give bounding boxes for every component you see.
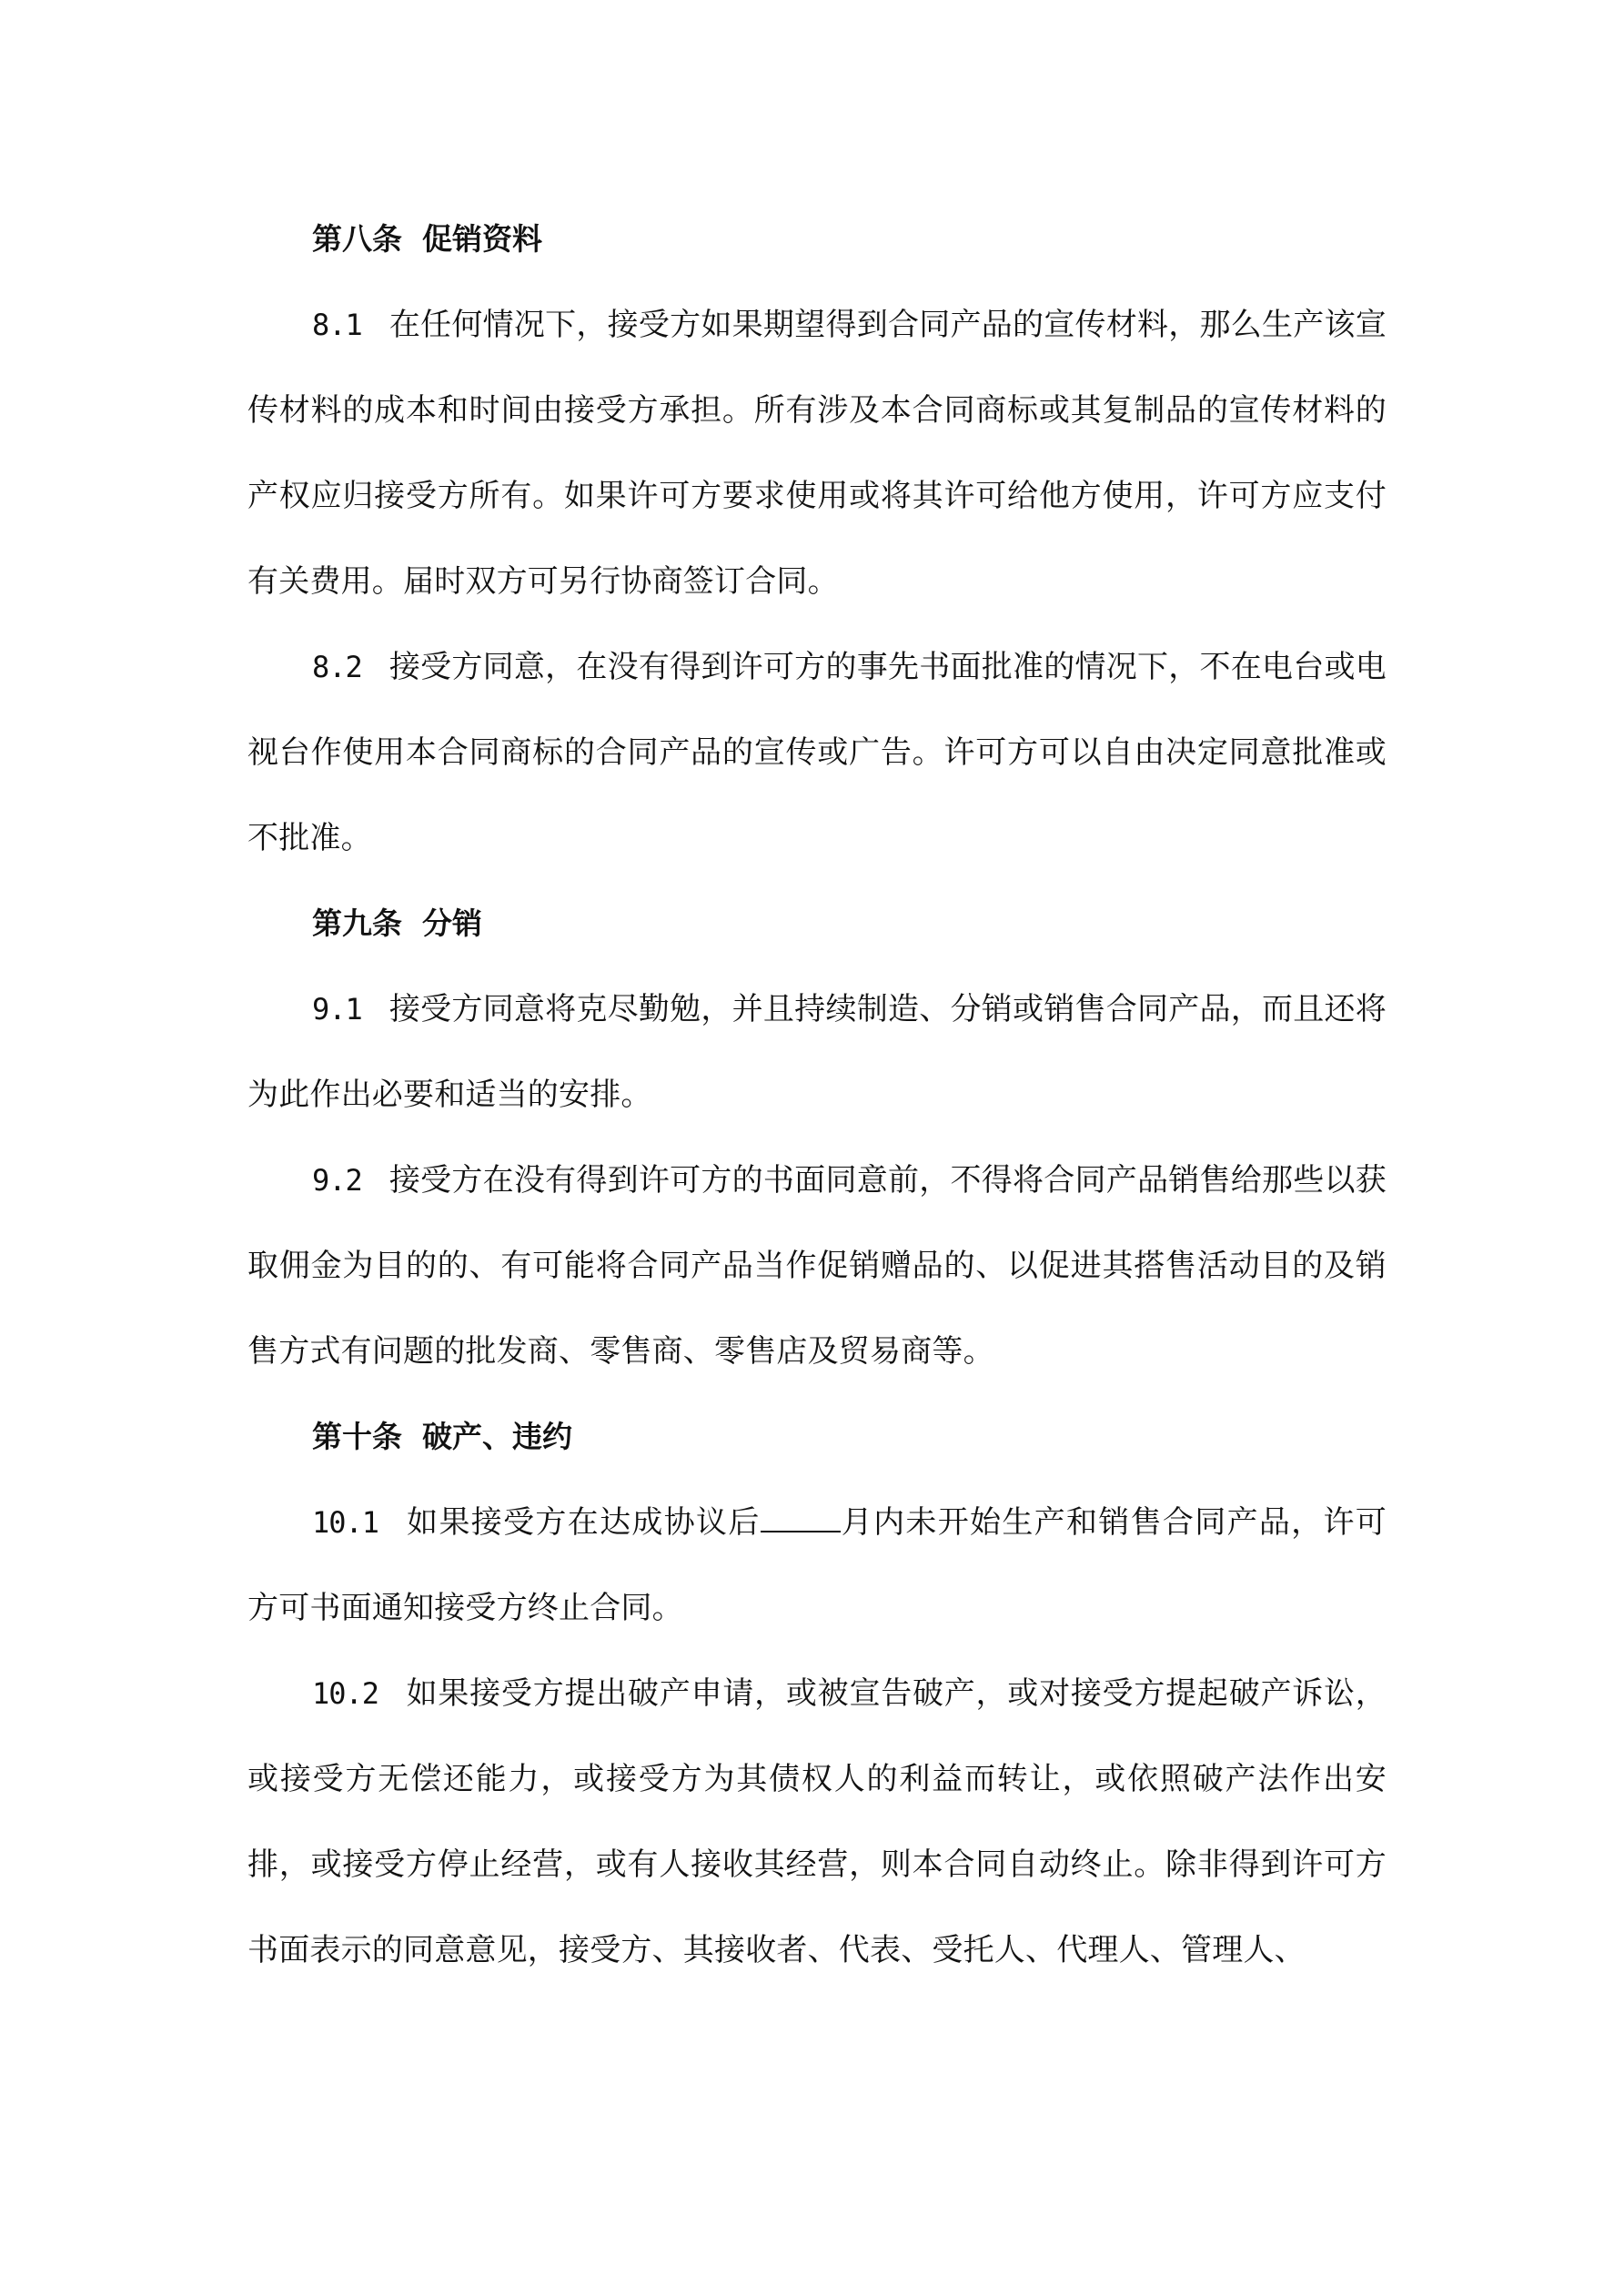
article-8-number: 第八条: [312, 221, 402, 257]
article-10-number: 第十条: [312, 1419, 402, 1454]
clause-9-2: [247, 1138, 1387, 1394]
article-10-title: 破产、违约: [422, 1419, 572, 1454]
clause-10-1-text-after: 月内未开始生产和销售合同产品，许可方可书面通知接受方终止合同。: [247, 1504, 1387, 1626]
clause-9-2-number: 9.2: [312, 1163, 362, 1198]
clause-8-2: [247, 624, 1387, 881]
document-body: [247, 197, 1387, 1993]
article-9-heading: [247, 881, 1387, 966]
clause-8-1: [247, 282, 1387, 624]
clause-10-2-text: 如果接受方提出破产申请，或被宣告破产，或对接受方提起破产诉讼，或接受方无偿还能力，或接受方为其债权人的利益而转让，或依照破产法作出安排，或接受方停止经营，或有人接收其经营，则本合同自动终止。除非得到许可方书面表示的同意意见，接受方、其接收者、代表、受托人、代理人、管理人、: [247, 1675, 1387, 1968]
clause-8-1-number: 8.1: [312, 308, 362, 342]
article-8-heading: [247, 197, 1387, 282]
clause-10-1-number: 10.1: [312, 1505, 379, 1540]
article-9-number: 第九条: [312, 905, 402, 941]
article-10-heading: [247, 1394, 1387, 1480]
fill-in-blank-months: [761, 1503, 841, 1532]
clause-9-1: [247, 966, 1387, 1138]
clause-9-1-text: 接受方同意将克尽勤勉，并且持续制造、分销或销售合同产品，而且还将为此作出必要和适当的安排。: [247, 991, 1387, 1113]
clause-8-2-text: 接受方同意，在没有得到许可方的事先书面批准的情况下，不在电台或电视台作使用本合同商标的合同产品的宣传或广告。许可方可以自由决定同意批准或不批准。: [247, 649, 1387, 856]
clause-8-2-number: 8.2: [312, 650, 362, 684]
article-8-title: 促销资料: [422, 221, 542, 257]
clause-10-2-number: 10.2: [312, 1676, 379, 1711]
clause-8-1-text: 在任何情况下，接受方如果期望得到合同产品的宣传材料，那么生产该宣传材料的成本和时间由接受方承担。所有涉及本合同商标或其复制品的宣传材料的产权应归接受方所有。如果许可方要求使用或将其许可给他方使用，许可方应支付有关费用。届时双方可另行协商签订合同。: [247, 307, 1387, 600]
clause-9-1-number: 9.1: [312, 992, 362, 1027]
article-9-title: 分销: [422, 905, 482, 941]
clause-10-2: [247, 1651, 1387, 1993]
clause-10-1-text-before: 如果接受方在达成协议后: [406, 1504, 761, 1541]
clause-10-1: [247, 1480, 1387, 1651]
clause-9-2-text: 接受方在没有得到许可方的书面同意前，不得将合同产品销售给那些以获取佣金为目的的、有可能将合同产品当作促销赠品的、以促进其搭售活动目的及销售方式有问题的批发商、零售商、零售店及贸易商等。: [247, 1162, 1387, 1370]
